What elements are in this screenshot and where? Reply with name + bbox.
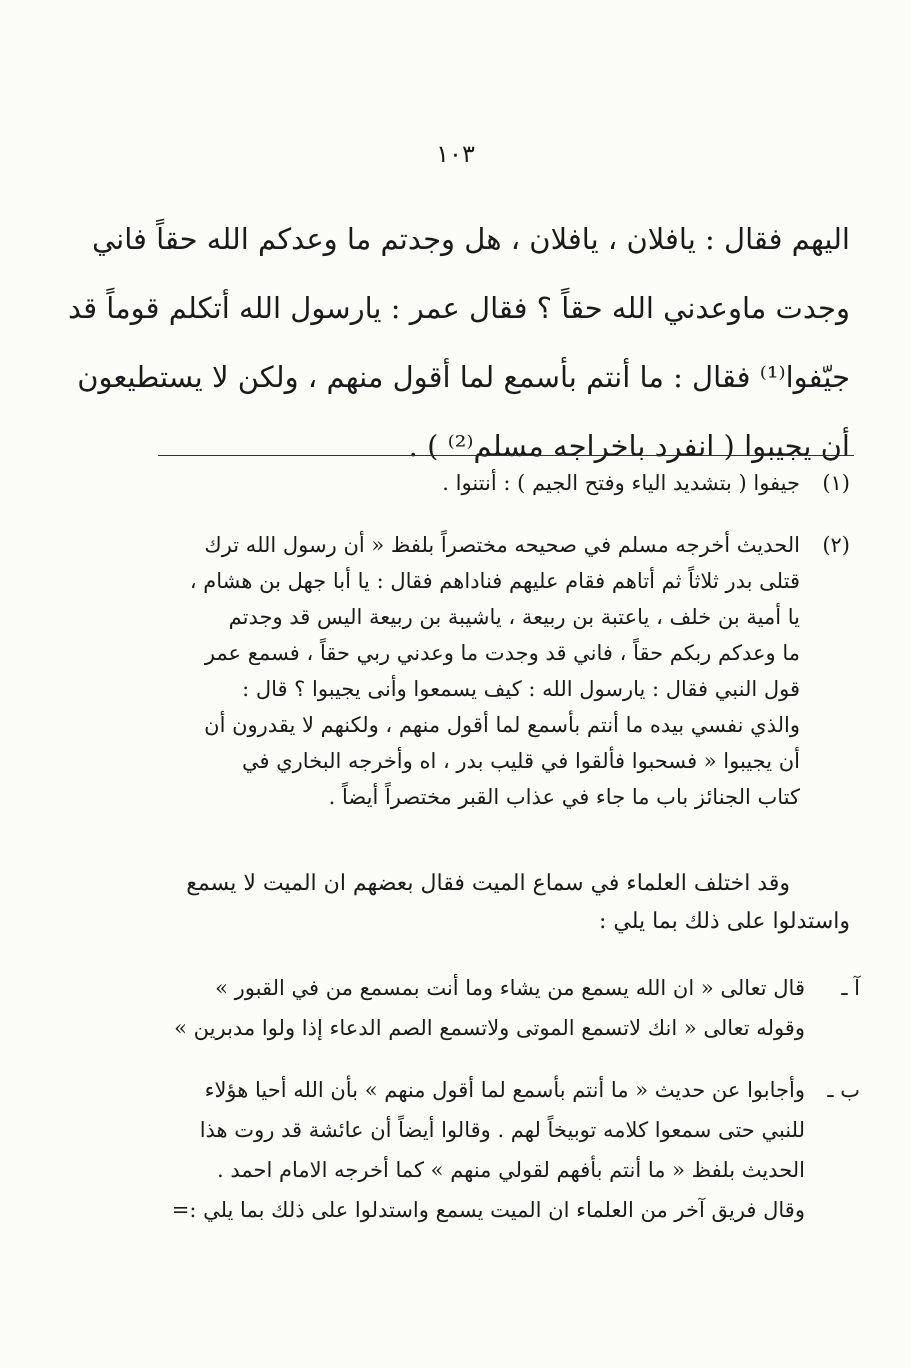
footnote-marker: (١)	[822, 471, 850, 495]
footnote-line: والذي نفسي بيده ما أنتم بأسمع لما أقول منهم ، ولكنهم لا يقدرون أن	[204, 713, 800, 737]
main-text-line: جيّفوا⁽¹⁾ فقال : ما أنتم بأسمع لما أقول منهم ، ولكن لا يستطيعون	[77, 360, 850, 394]
list-item-line: الحديث بلفظ « ما أنتم بأفهم لقولي منهم » كما أخرجه الامام احمد .	[217, 1158, 805, 1182]
footnote-line: جيفوا ( بتشديد الياء وفتح الجيم ) : أنتنوا .	[442, 471, 800, 495]
footnote-line: قتلى بدر ثلاثاً ثم أتاهم فقام عليهم فناداهم فقال : يا أبا جهل بن هشام ،	[189, 569, 800, 593]
body-paragraph	[150, 865, 850, 941]
footnote-line: يا أمية بن خلف ، ياعتبة بن ربيعة ، ياشيبة بن ربيعة اليس قد وجدتم	[228, 605, 800, 629]
paragraph-line: واستدلوا على ذلك بما يلي :	[599, 909, 850, 934]
main-text-line: وجدت ماوعدني الله حقاً ؟ فقال عمر : يارسول الله أتكلم قوماً قد	[67, 291, 850, 325]
list-item-b	[150, 1070, 860, 1230]
list-item-line: وقال فريق آخر من العلماء ان الميت يسمع واستدلوا على ذلك بما يلي :=	[171, 1198, 805, 1222]
footnote-line: كتاب الجنائز باب ما جاء في عذاب القبر مختصراً أيضاً .	[328, 785, 800, 809]
main-text-line: اليهم فقال : يافلان ، يافلان ، هل وجدتم ما وعدكم الله حقاً فاني	[91, 222, 850, 256]
list-item-line: وقوله تعالى « انك لاتسمع الموتى ولاتسمع الصم الدعاء إذا ولوا مدبرين »	[174, 1016, 805, 1040]
list-item-marker: آ ـ	[841, 976, 860, 1000]
list-item-line: للنبي حتى سمعوا كلامه توبيخاً لهم . وقالوا أيضاً أن عائشة قد روت هذا	[199, 1118, 805, 1142]
page-number: ١٠٣	[436, 140, 475, 168]
footnote-2	[150, 527, 850, 815]
paragraph-line: وقد اختلف العلماء في سماع الميت فقال بعضهم ان الميت لا يسمع	[186, 871, 790, 896]
list-item-a	[150, 968, 860, 1048]
list-item-line: وأجابوا عن حديث « ما أنتم بأسمع لما أقول منهم » بأن الله أحيا هؤلاء	[204, 1078, 805, 1102]
footnote-marker: (٢)	[822, 533, 850, 557]
list-item-marker: ب ـ	[827, 1078, 860, 1102]
footnote-line: أن يجيبوا « فسحبوا فألقوا في قليب بدر ، اه وأخرجه البخاري في	[242, 749, 800, 773]
footnote-line: الحديث أخرجه مسلم في صحيحه مختصراً بلفظ « أن رسول الله ترك	[204, 533, 800, 557]
footnote-line: ما وعدكم ربكم حقاً ، فاني قد وجدت ما وعدني ربي حقاً ، فسمع عمر	[204, 641, 800, 665]
main-text-line: أن يجيبوا ( انفرد باخراجه مسلم⁽²⁾ ) .	[408, 429, 850, 463]
footnote-1	[150, 465, 850, 501]
footnote-divider	[158, 455, 854, 456]
list-item-line: قال تعالى « ان الله يسمع من يشاء وما أنت بمسمع من في القبور »	[215, 976, 805, 1000]
footnote-line: قول النبي فقال : يارسول الله : كيف يسمعوا وأنى يجيبوا ؟ قال :	[242, 677, 800, 701]
main-text	[67, 205, 850, 481]
